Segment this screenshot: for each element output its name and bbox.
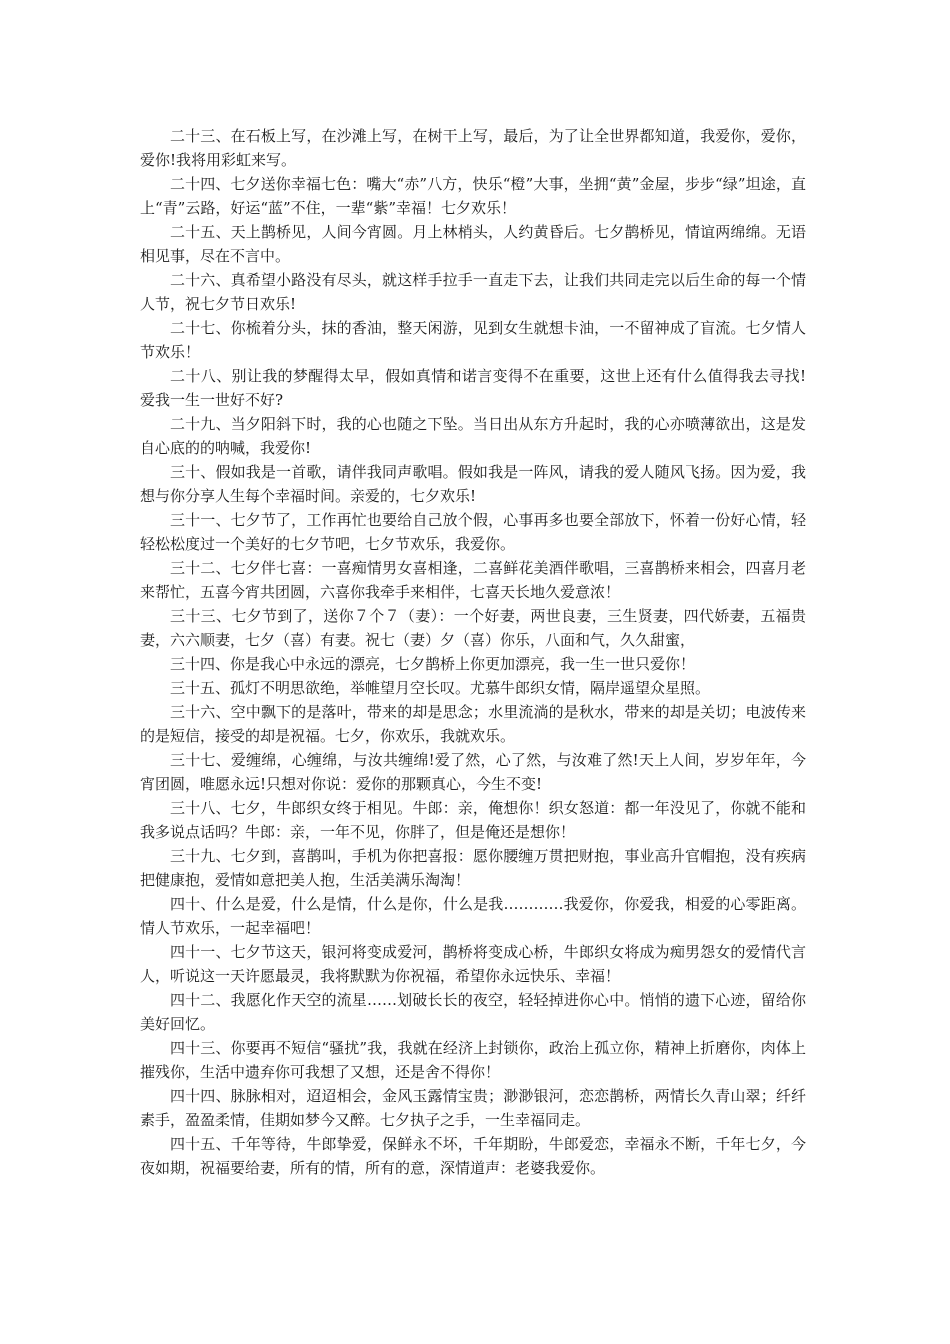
paragraph-43: 四十三、你要再不短信“骚扰”我，我就在经济上封锁你，政治上孤立你，精神上折磨你，肉体上摧残你，生活中遗弃你可我想了又想，还是舍不得你！ xyxy=(140,1039,806,1081)
paragraph-41: 四十一、七夕节这天，银河将变成爱河，鹊桥将变成心桥，牛郎织女将成为痴男怨女的爱情代言人，听说这一天许愿最灵，我将默默为你祝福，希望你永远快乐、幸福！ xyxy=(140,943,806,985)
paragraph-24: 二十四、七夕送你幸福七色：嘴大“赤”八方，快乐“橙”大事，坐拥“黄”金屋，步步“绿”坦途，直上“青”云路，好运“蓝”不住，一辈“紫”幸福！七夕欢乐！ xyxy=(140,175,806,217)
paragraph-35: 三十五、孤灯不明思欲绝，举帷望月空长叹。尤慕牛郎织女情，隔岸遥望众星照。 xyxy=(170,679,711,697)
paragraph-37: 三十七、爱缠绵，心缠绵，与汝共缠绵!爱了然，心了然，与汝难了然!天上人间，岁岁年年，今宵团圆，唯愿永远!只想对你说：爱你的那颗真心，今生不变! xyxy=(140,751,806,793)
paragraph-28: 二十八、别让我的梦醒得太早，假如真情和诺言变得不在重要，这世上还有什么值得我去寻找!爱我一生一世好不好? xyxy=(140,367,806,409)
paragraph-38: 三十八、七夕，牛郎织女终于相见。牛郎：亲，俺想你！织女怒道：都一年没见了，你就不能和我多说点话吗？牛郎：亲，一年不见，你胖了，但是俺还是想你！ xyxy=(140,799,806,841)
paragraph-23: 二十三、在石板上写，在沙滩上写，在树干上写，最后，为了让全世界都知道，我爱你，爱你，爱你!我将用彩虹来写。 xyxy=(140,127,806,169)
paragraph-25: 二十五、天上鹊桥见，人间今宵圆。月上林梢头，人约黄昏后。七夕鹊桥见，情谊两绵绵。无语相见事，尽在不言中。 xyxy=(140,223,806,265)
paragraph-31: 三十一、七夕节了，工作再忙也要给自己放个假，心事再多也要全部放下，怀着一份好心情，轻轻松松度过一个美好的七夕节吧，七夕节欢乐，我爱你。 xyxy=(140,511,806,553)
paragraph-39: 三十九、七夕到，喜鹊叫，手机为你把喜报：愿你腰缠万贯把财抱，事业高升官帽抱，没有疾病把健康抱，爱情如意把美人抱，生活美满乐淘淘！ xyxy=(140,847,806,889)
document-body xyxy=(140,124,806,1180)
paragraph-45: 四十五、千年等待，牛郎挚爱，保鲜永不坏，千年期盼，牛郎爱恋，幸福永不断，千年七夕，今夜如期，祝福要给妻，所有的情，所有的意，深情道声：老婆我爱你。 xyxy=(140,1135,806,1177)
paragraph-32: 三十二、七夕伴七喜：一喜痴情男女喜相逢，二喜鲜花美酒伴歌唱，三喜鹊桥来相会，四喜月老来帮忙，五喜今宵共团圆，六喜你我牵手来相伴，七喜天长地久爱意浓！ xyxy=(140,559,806,601)
paragraph-30: 三十、假如我是一首歌，请伴我同声歌唱。假如我是一阵风，请我的爱人随风飞扬。因为爱，我想与你分享人生每个幸福时间。亲爱的，七夕欢乐! xyxy=(140,463,806,505)
paragraph-44: 四十四、脉脉相对，迢迢相会，金风玉露情宝贵；渺渺银河，恋恋鹊桥，两情长久青山翠；纤纤素手，盈盈柔情，佳期如梦今又醉。七夕执子之手，一生幸福同走。 xyxy=(140,1087,806,1129)
paragraph-40: 四十、什么是爱，什么是情，什么是你，什么是我…………我爱你，你爱我，相爱的心零距离。情人节欢乐，一起幸福吧！ xyxy=(140,895,806,937)
paragraph-27: 二十七、你梳着分头，抹的香油，整天闲游，见到女生就想卡油，一不留神成了盲流。七夕情人节欢乐！ xyxy=(140,319,806,361)
paragraph-26: 二十六、真希望小路没有尽头，就这样手拉手一直走下去，让我们共同走完以后生命的每一个情人节，祝七夕节日欢乐! xyxy=(140,271,806,313)
paragraph-42: 四十二、我愿化作天空的流星……划破长长的夜空，轻轻掉进你心中。悄悄的遗下心迹，留给你美好回忆。 xyxy=(140,991,806,1033)
paragraph-33: 三十三、七夕节到了，送你７个７（妻）：一个好妻，两世良妻，三生贤妻，四代娇妻，五福贵妻，六六顺妻，七夕（喜）有妻。祝七（妻）夕（喜）你乐，八面和气，久久甜蜜， xyxy=(140,607,806,649)
paragraph-34: 三十四、你是我心中永远的漂亮，七夕鹊桥上你更加漂亮，我一生一世只爱你！ xyxy=(170,655,696,673)
paragraph-29: 二十九、当夕阳斜下时，我的心也随之下坠。当日出从东方升起时，我的心亦喷薄欲出，这是发自心底的的呐喊，我爱你! xyxy=(140,415,806,457)
paragraph-36: 三十六、空中飘下的是落叶，带来的却是思念；水里流淌的是秋水，带来的却是关切；电波传来的是短信，接受的却是祝福。七夕，你欢乐，我就欢乐。 xyxy=(140,703,806,745)
